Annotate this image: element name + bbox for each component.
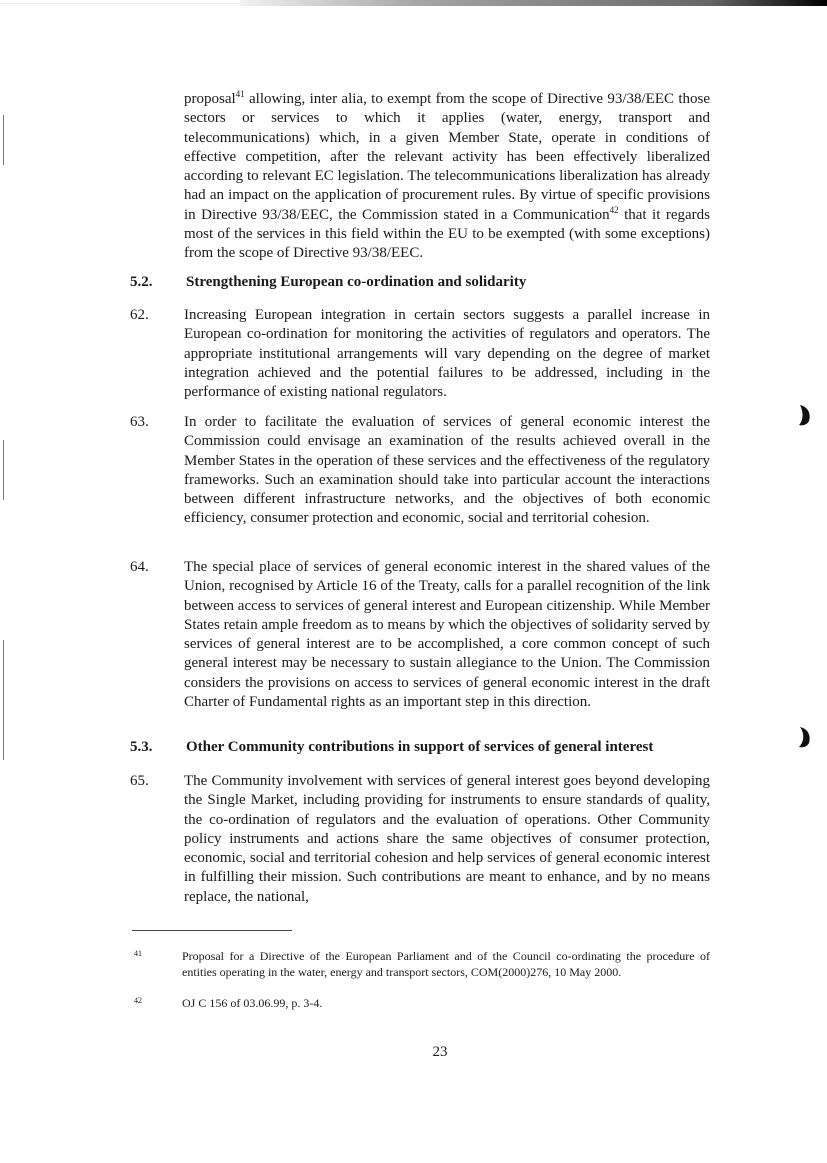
section-heading: Other Community contributions in support of services of general interest xyxy=(186,739,654,755)
footnote-ref-42[interactable]: 42 xyxy=(609,204,619,215)
intro-text-start: proposal xyxy=(184,91,236,107)
section-number: 5.2. xyxy=(130,274,153,290)
footnote-ref-41[interactable]: 41 xyxy=(235,89,245,99)
section-heading: Strengthening European co-ordination and solidarity xyxy=(186,274,527,290)
paragraph-number: 65. xyxy=(130,773,149,789)
punch-hole-mark xyxy=(797,403,813,427)
scan-margin-mark xyxy=(3,640,4,700)
footnote-41: Proposal for a Directive of the European Parliament and of the Council co-ordinating the procedure of entities operating in the water, energy and transport sectors, COM(2000)276, 10 May 2000. xyxy=(182,949,710,979)
paragraph-62: Increasing European integration in certain sectors suggests a parallel increase in European co-ordination for monitoring the activities of regulators and operators. The appropriate institutional arrangements will vary depending on the degree of market integration achieved and the potential failures to be addressed, including in the performance of existing national regulators. xyxy=(184,307,710,401)
scan-edge-thin xyxy=(0,3,240,4)
page-number: 23 xyxy=(432,1044,448,1060)
scan-edge-shadow xyxy=(240,0,827,6)
paragraph-63: In order to facilitate the evaluation of services of general economic interest the Commission could envisage an examination of the results achieved overall in the Member States in the operation of these services and the effectiveness of the regulatory frameworks. Such an examination should take into particular account the interactions between different infrastructure networks, and the objectives of both economic efficiency, consumer protection and economic, social and territorial cohesion. xyxy=(184,414,710,527)
footnote-separator xyxy=(132,930,292,931)
paragraph-65: The Community involvement with services of general interest goes beyond developing the Single Market, including providing for instruments to ensure standards of quality, the co-ordination of regulators and the evaluation of operations. Other Community policy instruments and actions share the same objectives of consumer protection, economic, social and territorial cohesion and help services of general economic interest in fulfilling their mission. Such contributions are meant to enhance, and by no means replace, the national, xyxy=(184,773,710,905)
scan-margin-mark xyxy=(3,115,4,165)
paragraph-64: The special place of services of general economic interest in the shared values of the Union, recognised by Article 16 of the Treaty, calls for a parallel recognition of the link between access to services of general interest and European citizenship. While Member States retain ample freedom as to means by which the objectives of solidarity served by services of general interest are to be accomplished, a core common concept of such general interest may be necessary to sustain allegiance to the Union. The Commission considers the provisions on access to services of general economic interest in the draft Charter of Fundamental rights as an important step in this direction. xyxy=(184,559,710,711)
intro-paragraph xyxy=(184,90,710,264)
section-number: 5.3. xyxy=(130,739,153,755)
footnote-42: OJ C 156 of 03.06.99, p. 3-4. xyxy=(182,996,323,1010)
scan-margin-mark xyxy=(3,440,4,500)
paragraph-number: 64. xyxy=(130,559,149,575)
intro-text-middle: allowing, inter alia, to exempt from the scope of Directive 93/38/EEC those sectors or services to which it applies (water, energy, transport and telecommunications) which, in a given Member State, operate in conditions of effective competition, after the relevant activity has been effectively liberalized according to relevant EC legislation. The telecommunications liberalization has already had an impact on the application of procurement rules. By virtue of specific provisions in Directive 93/38/EEC, the Commission stated in a Communication xyxy=(184,91,710,223)
footnote-number: 41 xyxy=(134,949,142,958)
punch-hole-mark xyxy=(797,725,813,749)
paragraph-number: 63. xyxy=(130,414,149,430)
footnote-number: 42 xyxy=(134,996,142,1005)
scan-margin-mark xyxy=(3,700,4,760)
paragraph-number: 62. xyxy=(130,307,149,323)
intro-text-end: that it regards most of the services in this field within the EU to be exempted (with some exceptions) from the scope of Directive 93/38/EEC. xyxy=(184,206,710,262)
